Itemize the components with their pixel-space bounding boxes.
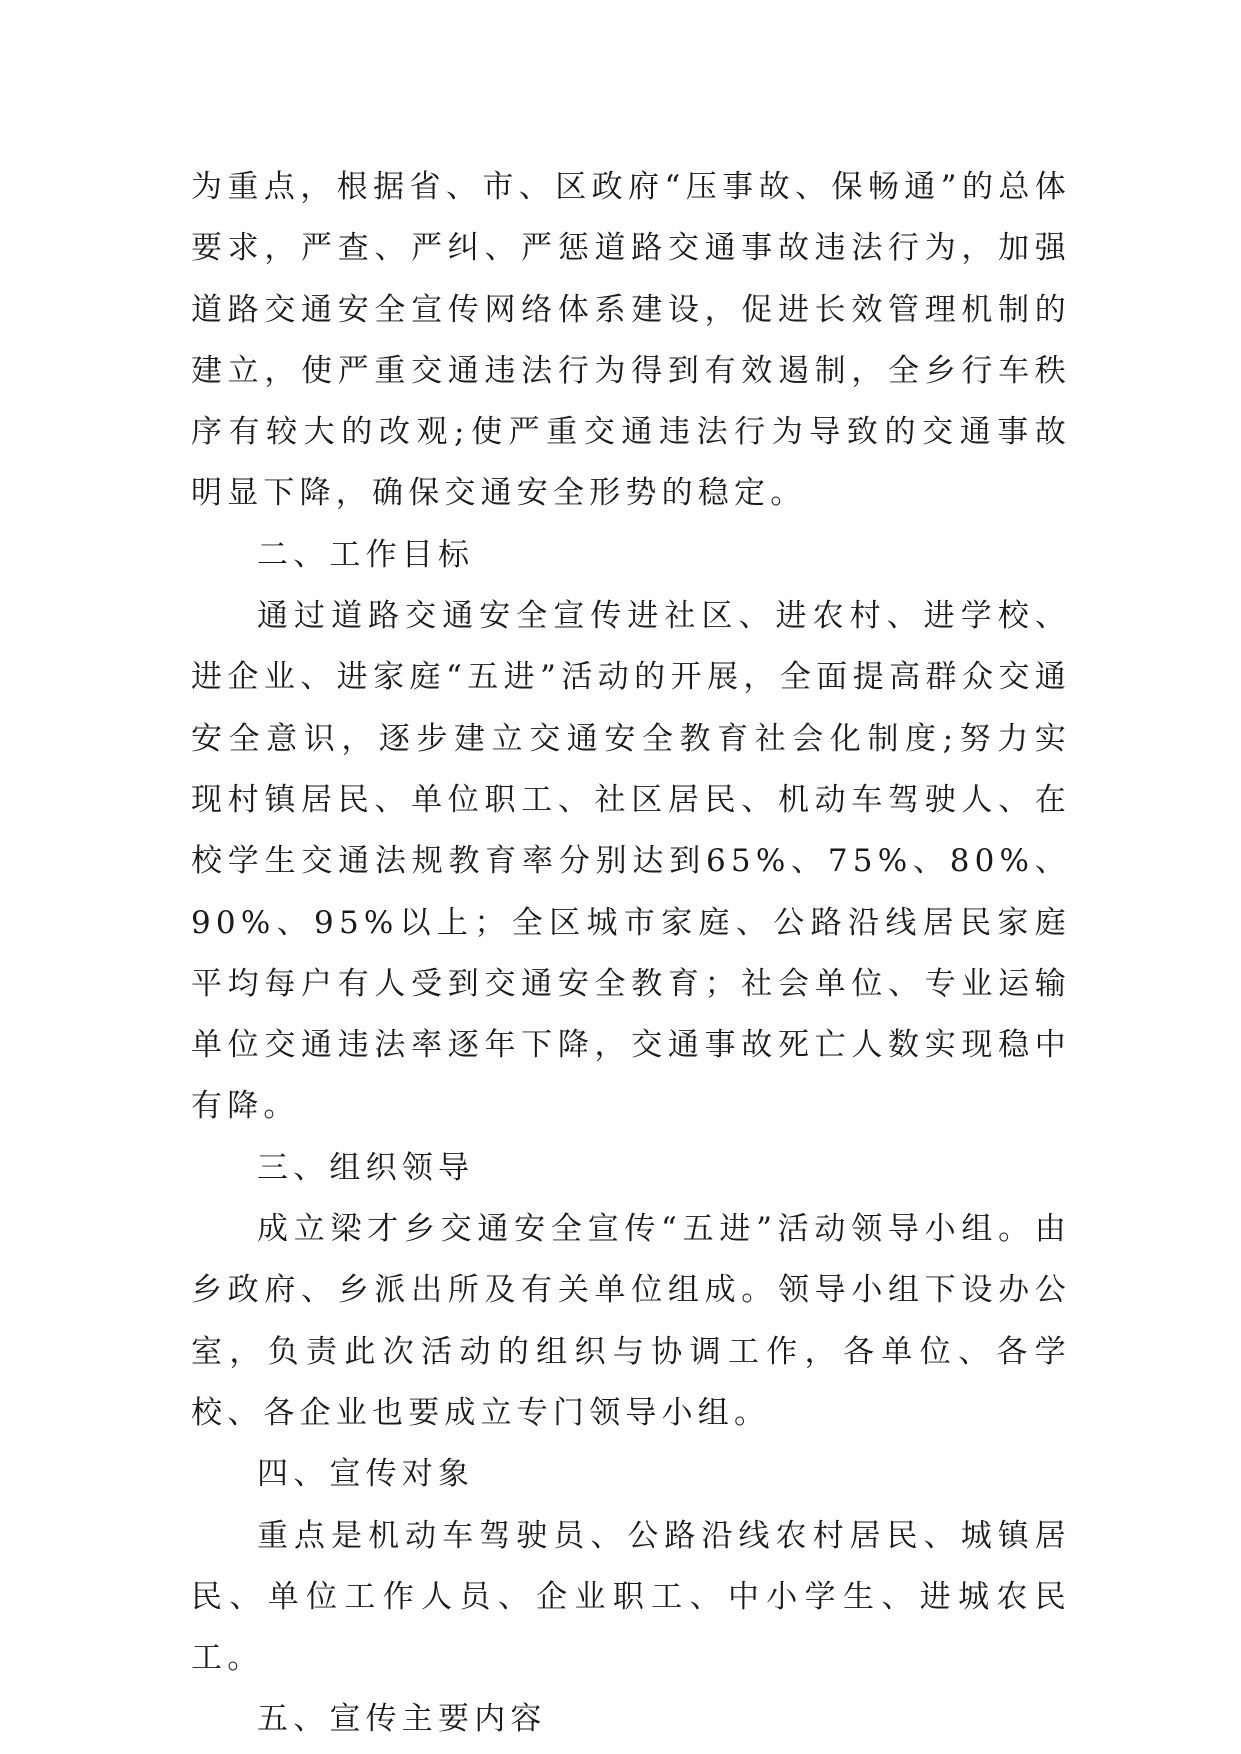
document-body — [191, 157, 1071, 1751]
section-heading-content: 五、宣传主要内容 — [257, 1701, 547, 1738]
section-heading-organization: 三、组织领导 — [257, 1149, 475, 1186]
paragraph-organization: 成立梁才乡交通安全宣传“五进”活动领导小组。由乡政府、乡派出所及有关单位组成。领导小组下设办公室，负责此次活动的组织与协调工作，各单位、各学校、各企业也要成立专门领导小组。 — [191, 1211, 1071, 1431]
paragraph-audience: 重点是机动车驾驶员、公路沿线农村居民、城镇居民、单位工作人员、企业职工、中小学生、进城农民工。 — [191, 1517, 1071, 1677]
paragraph-work-goals: 通过道路交通安全宣传进社区、进农村、进学校、进企业、进家庭“五进”活动的开展，全面提高群众交通安全意识，逐步建立交通安全教育社会化制度;努力实现村镇居民、单位职工、社区居民、机动车驾驶人、在校学生交通法规教育率分别达到65%、75%、80%、90%、95%以上；全区城市家庭、公路沿线居民家庭平均每户有人受到交通安全教育；社会单位、专业运输单位交通违法率逐年下降，交通事故死亡人数实现稳中有降。 — [191, 598, 1071, 1125]
paragraph-intro-continued: 为重点，根据省、市、区政府“压事故、保畅通”的总体要求，严查、严纠、严惩道路交通事故违法行为，加强道路交通安全宣传网络体系建设，促进长效管理机制的建立，使严重交通违法行为得到有效遏制，全乡行车秩序有较大的改观;使严重交通违法行为导致的交通事故明显下降，确保交通安全形势的稳定。 — [191, 169, 1071, 512]
section-heading-work-goals: 二、工作目标 — [257, 536, 475, 573]
section-heading-audience: 四、宣传对象 — [257, 1456, 475, 1493]
